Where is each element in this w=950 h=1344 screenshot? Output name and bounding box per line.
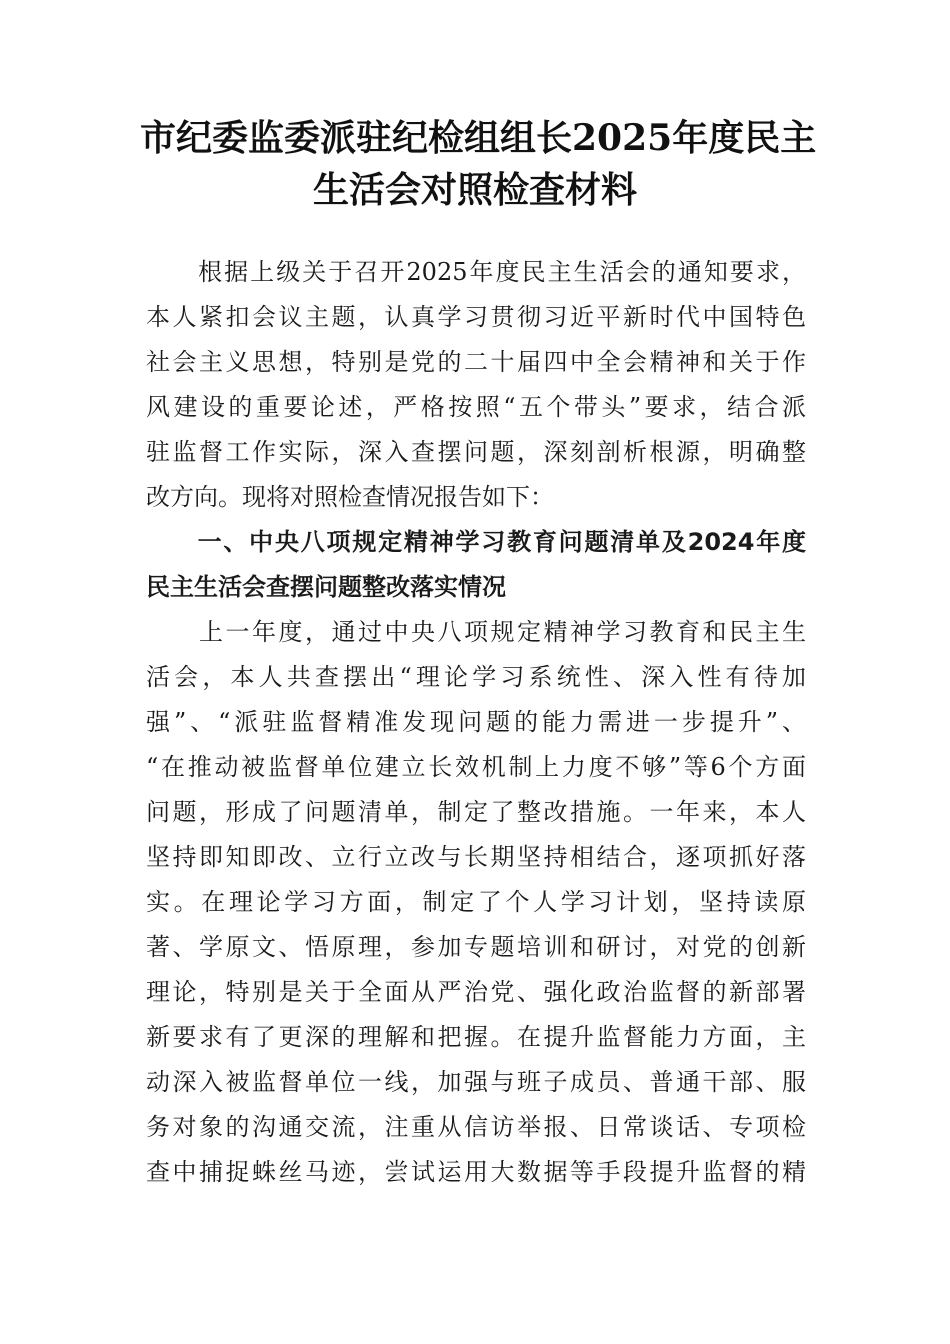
text-line: 务对象的沟通交流，注重从信访举报、日常谈话、专项检	[146, 1113, 806, 1141]
text-line: 改方向。现将对照检查情况报告如下：	[146, 483, 554, 511]
text-line: 强”、“派驻监督精准发现问题的能力需进一步提升”、	[146, 708, 806, 736]
text-line: 理论，特别是关于全面从严治党、强化政治监督的新部署	[146, 978, 806, 1006]
text-line: 上一年度，通过中央八项规定精神学习教育和民主生	[146, 618, 806, 646]
text-line: 社会主义思想，特别是党的二十届四中全会精神和关于作	[146, 348, 806, 376]
text-line: 问题，形成了问题清单，制定了整改措施。一年来，本人	[146, 798, 806, 826]
heading-line: 民主生活会查摆问题整改落实情况	[146, 573, 506, 601]
text-line: 根据上级关于召开2025年度民主生活会的通知要求，	[146, 258, 806, 286]
section-1-heading	[146, 520, 806, 610]
text-line: 风建设的重要论述，严格按照“五个带头”要求，结合派	[146, 393, 806, 421]
text-line: 著、学原文、悟原理，参加专题培训和研讨，对党的创新	[146, 933, 806, 961]
heading-line: 一、中央八项规定精神学习教育问题清单及2024年度	[146, 528, 806, 556]
title-line-1: 市纪委监委派驻纪检组组长2025年度民主	[140, 117, 817, 159]
intro-paragraph	[146, 250, 806, 520]
text-line: 新要求有了更深的理解和把握。在提升监督能力方面，主	[146, 1023, 806, 1051]
text-line: 活会，本人共查摆出“理论学习系统性、深入性有待加	[146, 663, 806, 691]
text-line: 本人紧扣会议主题，认真学习贯彻习近平新时代中国特色	[146, 303, 806, 331]
text-line: 动深入被监督单位一线，加强与班子成员、普通干部、服	[146, 1068, 806, 1096]
text-line: 驻监督工作实际，深入查摆问题，深刻剖析根源，明确整	[146, 438, 806, 466]
section-1-paragraph	[146, 610, 806, 1195]
document-body	[146, 250, 806, 1195]
title-line-2: 生活会对照检查材料	[312, 169, 637, 211]
text-line: 坚持即知即改、立行立改与长期坚持相结合，逐项抓好落	[146, 843, 806, 871]
text-line: 查中捕捉蛛丝马迹，尝试运用大数据等手段提升监督的精	[146, 1158, 806, 1186]
text-line: “在推动被监督单位建立长效机制上力度不够”等6个方面	[146, 753, 806, 781]
document-title	[140, 112, 817, 216]
text-line: 实。在理论学习方面，制定了个人学习计划，坚持读原	[146, 888, 806, 916]
